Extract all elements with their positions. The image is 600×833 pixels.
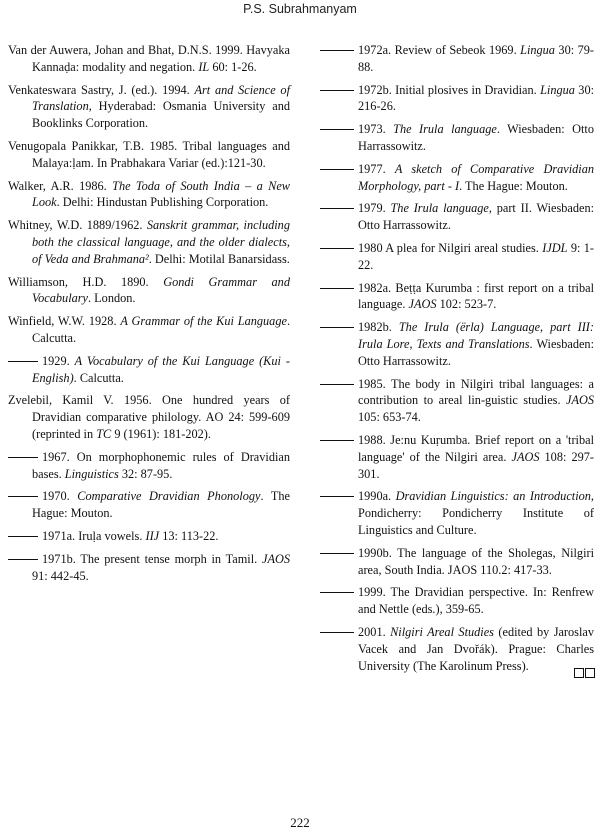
bibliography-entry <box>8 42 290 76</box>
entry-text-tail: 91: 442-45. <box>32 568 89 583</box>
entry-title: The Irula language <box>390 201 489 216</box>
entry-text: Williamson, H.D. 1890. <box>8 274 164 289</box>
repeated-author-dash <box>320 288 354 289</box>
entry-text: 1973. <box>358 122 394 137</box>
entry-title: Dravidian Linguistics: an Introduction <box>395 489 591 504</box>
repeated-author-dash <box>320 384 354 385</box>
bibliography-entry <box>320 161 594 195</box>
entry-text-tail: , part II. Wiesbaden: Otto Harrassowitz. <box>358 201 595 233</box>
entry-text: 1972a. Review of Sebeok 1969. <box>358 43 521 57</box>
entry-title: JAOS <box>408 297 437 312</box>
bibliography-entry <box>8 82 290 132</box>
bibliography-entry <box>8 178 290 212</box>
entry-text: 1977. <box>358 161 395 176</box>
entry-title: TC <box>96 426 112 441</box>
entry-title: A Grammar of the Kui Language <box>120 314 287 329</box>
bibliography-entry <box>320 488 594 538</box>
bibliography-entry <box>8 313 290 347</box>
entry-text: 2001. <box>358 624 391 639</box>
entry-text: Winfield, W.W. 1928. <box>8 314 121 329</box>
repeated-author-dash <box>320 632 354 633</box>
bibliography-entry <box>320 280 594 314</box>
repeated-author-dash <box>320 129 354 130</box>
repeated-author-dash <box>8 361 38 362</box>
entry-text: 1967. On morphophonemic rules of Dravidian bases. <box>32 449 290 481</box>
end-of-section-mark <box>573 668 595 681</box>
bibliography-entry <box>8 274 290 308</box>
entry-text-tail: , Hyderabad: Osmania University and Booklinks Corporation. <box>32 99 290 131</box>
entry-title: JAOS <box>511 449 540 464</box>
entry-title: Linguistics <box>64 466 119 481</box>
entry-text-tail: 60: 1-26. <box>209 59 257 74</box>
entry-title: A Vocabulary of the Kui Language (Kui - English) <box>32 353 290 385</box>
entry-title: The Irula language <box>393 122 497 137</box>
bibliography-entry <box>8 392 290 442</box>
entry-text-tail: . Wiesbaden: Otto Harrassowitz. <box>358 122 594 153</box>
repeated-author-dash <box>320 248 354 249</box>
bibliography-entry <box>8 138 290 172</box>
entry-text: 1990b. The language of the Sholegas, Nilgiri area, South India. JAOS 110.2: 417-33. <box>358 545 594 577</box>
entry-title: IL <box>198 59 210 74</box>
entry-title: Comparative Dravidian Phonology <box>77 489 261 504</box>
repeated-author-dash <box>320 50 354 51</box>
running-head: P.S. Subrahmanyam <box>243 2 357 16</box>
entry-text-tail: 108: 297-301. <box>358 449 594 481</box>
entry-text: 1990a. <box>358 489 396 504</box>
entry-title: Gondi Grammar and Vocabulary <box>32 274 290 306</box>
repeated-author-dash <box>320 592 354 593</box>
bibliography-entry <box>320 432 594 482</box>
entry-text-tail: 105: 653-74. <box>358 410 421 425</box>
entry-text-tail: 9: 1-22. <box>358 240 594 272</box>
entry-text: 1982a. Beṭṭa Kurumba : first report on a tribal language. <box>358 280 594 312</box>
entry-text-tail: . Calcutta. <box>73 370 124 385</box>
bibliography-entry <box>8 551 290 585</box>
entry-text-tail: . Calcutta. <box>32 314 291 345</box>
bibliography-entry <box>8 449 290 483</box>
bibliography-entry <box>8 353 290 387</box>
entry-text-tail: 30: 216-26. <box>358 82 595 114</box>
entry-text: 1988. Je:nu Kuṛumba. Brief report on a 'tribal language' of the Nilgiri area. <box>358 432 594 464</box>
repeated-author-dash <box>320 440 354 441</box>
entry-text-tail: 30: 79-88. <box>358 43 594 74</box>
repeated-author-dash <box>320 90 354 91</box>
bibliography-entry <box>320 319 594 369</box>
bibliography-left-column <box>8 42 290 590</box>
entry-text: 1971b. The present tense morph in Tamil. <box>42 551 262 566</box>
entry-text-tail: . The Hague: Mouton. <box>32 489 291 521</box>
bibliography-entry <box>8 528 290 545</box>
entry-text-tail: . Delhi: Hindustan Publishing Corporation. <box>56 195 269 210</box>
entry-title: The Toda of South India – a New Look <box>32 178 290 210</box>
bibliography-entry <box>320 240 594 274</box>
repeated-author-dash <box>8 536 38 537</box>
bibliography-entry <box>8 488 290 522</box>
entry-text: Venkateswara Sastry, J. (ed.). 1994. <box>8 82 195 97</box>
entry-text-tail: . London. <box>88 291 136 306</box>
repeated-author-dash <box>8 457 38 458</box>
entry-title: JAOS <box>262 551 290 566</box>
entry-text: 1970. <box>42 489 78 504</box>
bibliography-entry <box>320 200 594 234</box>
repeated-author-dash <box>320 553 354 554</box>
entry-text: Venugopala Panikkar, T.B. 1985. Tribal languages and Malaya:ḷam. In Prabhakara Variar (ed.):121-30. <box>8 138 290 170</box>
bibliography-entry <box>320 42 594 76</box>
entry-text: Whitney, W.D. 1889/1962. <box>8 218 147 233</box>
entry-text-tail: . Wiesbaden: Otto Harrassowitz. <box>358 336 594 368</box>
entry-title: Art and Science of Translation <box>32 82 290 114</box>
bibliography-entry <box>8 217 290 267</box>
entry-title: Sanskrit grammar, including both the classical language, and the older dialects, of Veda and Brahmana² <box>32 218 290 266</box>
bibliography-right-column <box>320 42 594 680</box>
entry-title: A sketch of Comparative Dravidian Morphology, part - I <box>358 161 594 193</box>
entry-title: IIJ <box>145 528 160 543</box>
entry-title: The Irula (ërla) Language, part III: Irula Lore, Texts and Translations <box>358 320 594 351</box>
entry-text: Van der Auwera, Johan and Bhat, D.N.S. 1999. Havyaka Kannaḍa: modality and negation. <box>8 43 290 74</box>
bibliography-entry <box>320 376 594 426</box>
entry-text: 1985. The body in Nilgiri tribal languages: a contribution to areal lin-guistic studies. <box>358 376 594 408</box>
entry-text-tail: 32: 87-95. <box>118 466 173 481</box>
entry-title: Nilgiri Areal Studies <box>390 624 494 639</box>
entry-text: 1980 A plea for Nilgiri areal studies. <box>358 240 543 255</box>
entry-text: 1929. <box>42 353 75 368</box>
repeated-author-dash <box>320 208 354 209</box>
entry-text-tail: , Pondicherry: Pondicherry Institute of Linguistics and Culture. <box>358 489 594 537</box>
repeated-author-dash <box>320 496 354 497</box>
entry-text: 1982b. <box>358 320 399 335</box>
entry-text: 1972b. Initial plosives in Dravidian. <box>358 82 541 97</box>
entry-text-tail: (edited by Jaroslav Vacek and Jan Dvořák). Prague: Charles University (The Karolinum Press). <box>358 624 594 673</box>
entry-title: IJDL <box>542 240 568 255</box>
bibliography-entry <box>320 584 594 618</box>
entry-text-tail: . The Hague: Mouton. <box>459 178 568 193</box>
repeated-author-dash <box>8 559 38 560</box>
entry-text: 1979. <box>358 201 391 216</box>
entry-text-tail: 9 (1961): 181-202). <box>111 426 211 441</box>
repeated-author-dash <box>320 327 354 328</box>
entry-text-tail: . Delhi: Motilal Banarsidass. <box>148 251 290 266</box>
bibliography-entry <box>320 82 594 116</box>
entry-title: Lingua <box>540 82 575 97</box>
entry-text: 1971a. Iruḷa vowels. <box>42 528 146 543</box>
entry-text-tail: 102: 523-7. <box>436 297 497 312</box>
bibliography-entry <box>320 545 594 579</box>
entry-text: Walker, A.R. 1986. <box>8 178 113 193</box>
bibliography-entry <box>320 624 594 674</box>
entry-text-tail: 13: 113-22. <box>159 528 219 543</box>
repeated-author-dash <box>8 496 38 497</box>
entry-title: Lingua <box>520 43 555 57</box>
bibliography-entry <box>320 121 594 155</box>
entry-text: Zvelebil, Kamil V. 1956. One hundred years of Dravidian comparative philology. AO 24: 599-609 (reprinted in <box>8 393 290 441</box>
entry-title: JAOS <box>566 393 594 408</box>
page-number: 222 <box>290 815 310 830</box>
entry-text: 1999. The Dravidian perspective. In: Renfrew and Nettle (eds.), 359-65. <box>358 585 594 617</box>
repeated-author-dash <box>320 169 354 170</box>
